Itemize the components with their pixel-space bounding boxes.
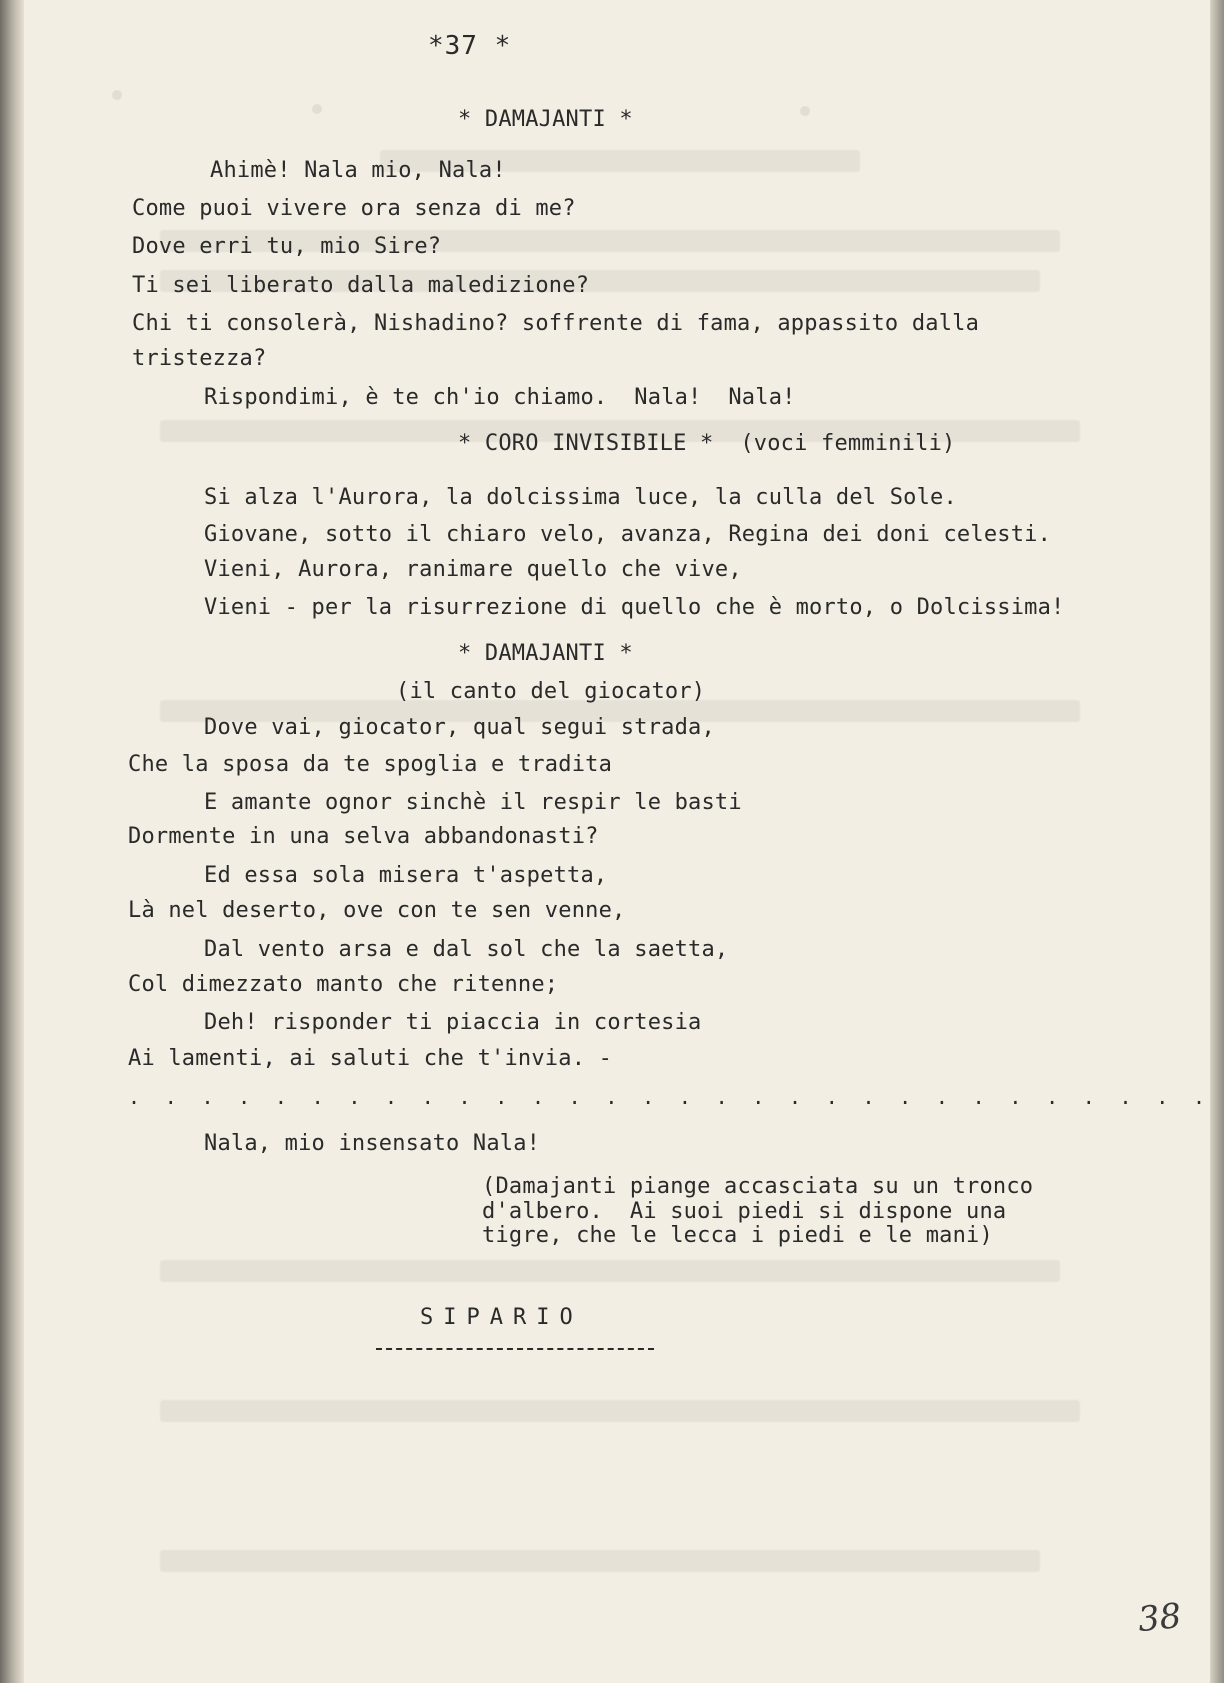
- paper-speck: [312, 104, 322, 114]
- verse-line: Dal vento arsa e dal sol che la saetta,: [204, 937, 729, 962]
- page-edge: [1210, 0, 1224, 1683]
- dialogue-line: Come puoi vivere ora senza di me?: [132, 196, 576, 221]
- speaker-damajanti: * DAMAJANTI *: [458, 107, 633, 132]
- speaker-damajanti: * DAMAJANTI *: [458, 641, 633, 666]
- dialogue-line: Rispondimi, è te ch'io chiamo. Nala! Nala!: [204, 385, 796, 410]
- handwritten-folio-number: 38: [1136, 1595, 1184, 1641]
- curtain-underline: [376, 1348, 654, 1350]
- paper-speck: [800, 106, 810, 116]
- verse-line: Dove vai, giocator, qual segui strada,: [204, 715, 715, 740]
- show-through-block: [160, 1260, 1060, 1282]
- verse-line: Col dimezzato manto che ritenne;: [128, 972, 559, 997]
- verse-line: Dormente in una selva abbandonasti?: [128, 824, 599, 849]
- show-through-block: [160, 1550, 1040, 1572]
- speaker-coro-invisibile: * CORO INVISIBILE * (voci femminili): [458, 431, 956, 456]
- dialogue-line: Ti sei liberato dalla maledizione?: [132, 273, 590, 298]
- show-through-block: [160, 1400, 1080, 1422]
- dialogue-line: Chi ti consolerà, Nishadino? soffrente di fama, appassito dalla: [132, 311, 980, 336]
- dialogue-line: Dove erri tu, mio Sire?: [132, 234, 442, 259]
- dialogue-line: Ahimè! Nala mio, Nala!: [210, 158, 506, 183]
- dialogue-line: Vieni, Aurora, ranimare quello che vive,: [204, 557, 742, 582]
- binding-shadow: [0, 0, 24, 1683]
- verse-line: Là nel deserto, ove con te sen venne,: [128, 898, 626, 923]
- verse-line: Che la sposa da te spoglia e tradita: [128, 752, 613, 777]
- paper-speck: [112, 90, 122, 100]
- page-number: *37 *: [428, 31, 512, 61]
- dialogue-line: Nala, mio insensato Nala!: [204, 1131, 541, 1156]
- verse-line: E amante ognor sinchè il respir le basti: [204, 790, 742, 815]
- curtain-title: SIPARIO: [420, 1305, 583, 1330]
- stage-direction: tigre, che le lecca i piedi e le mani): [482, 1223, 993, 1248]
- dotted-separator: . . . . . . . . . . . . . . . . . . . . . . . . . . . . . .: [128, 1085, 1206, 1109]
- dialogue-line: Si alza l'Aurora, la dolcissima luce, la culla del Sole.: [204, 485, 957, 510]
- stage-direction: (Damajanti piange accasciata su un tronco: [482, 1174, 1034, 1199]
- verse-line: Deh! risponder ti piaccia in cortesia: [204, 1010, 702, 1035]
- verse-line: Ai lamenti, ai saluti che t'invia. -: [128, 1046, 613, 1071]
- stage-direction: (il canto del giocator): [396, 679, 706, 704]
- verse-line: Ed essa sola misera t'aspetta,: [204, 863, 608, 888]
- stage-direction: d'albero. Ai suoi piedi si dispone una: [482, 1199, 1007, 1224]
- dialogue-line: Giovane, sotto il chiaro velo, avanza, Regina dei doni celesti.: [204, 522, 1052, 547]
- dialogue-line: tristezza?: [132, 346, 267, 371]
- dialogue-line: Vieni - per la risurrezione di quello che è morto, o Dolcissima!: [204, 595, 1065, 620]
